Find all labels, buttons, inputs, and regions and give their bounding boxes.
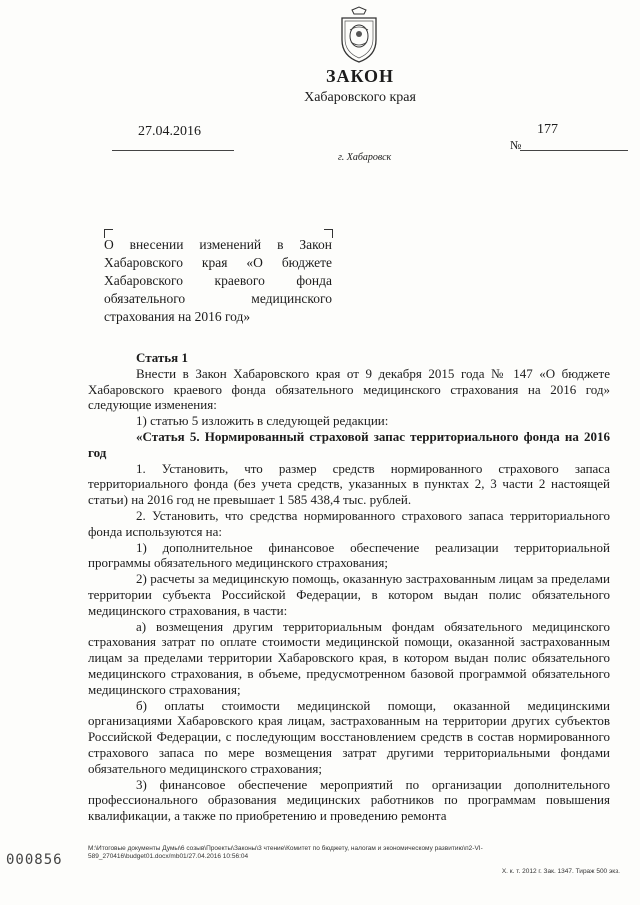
law-number: 177 [537,122,558,137]
article-title: Статья 1 [136,350,188,365]
body-paragraph: Внести в Закон Хабаровского края от 9 декабря 2015 года № 147 «О бюджете Хабаровского краевого фонда обязательного медицинского страхования на 2016 год» следующие изменения: [88,365,610,413]
body-paragraph: 2. Установить, что средства нормированного страхового запаса территориального фонда используются на: [88,507,610,539]
law-subject: О внесении изменений в Закон Хабаровского края «О бюджете Хабаровского краевого фонда обязательного медицинского страхования на 2016 год» [104,237,332,324]
file-path-line: 589_270416\budget01.docx/mb01/27.04.2016 10:56:04 [88,853,249,860]
print-info: Х. к. т. 2012 г. Зак. 1347. Тираж 500 экз. [501,868,620,875]
body-paragraph: а) возмещения другим территориальным фондам обязательного медицинского страхования затрат по оплате стоимости медицинской помощи, оказанной застрахованным лицам за пределами территории Хабаровского края, в котором выдан полис обязательного медицинского страхования, в объеме, предусмотренном базовой программой обязательного медицинского страхования; [88,618,610,697]
law-title: ЗАКОН [325,66,395,86]
body-paragraph: 3) финансовое обеспечение мероприятий по организации дополнительного профессионального образования медицинских работников по программам повышения квалификации, а также по приобретению и проведению ремонта [88,776,610,824]
body-paragraph: б) оплаты стоимости медицинской помощи, оказанной медицинскими организациями Хабаровского края лицам, застрахованным на территории других субъектов Российской Федерации, с последующим восстановлением средств в состав нормированного страхового запаса по мере возмещения затрат другими территориальными фондами обязательного медицинского страхования; [88,697,610,776]
city-label: г. Хабаровск [338,152,392,163]
number-underline [520,150,628,151]
coat-of-arms-icon [336,6,382,64]
file-path-line: М:\Итоговые документы Думы\6 созыв\Проекты\Законы\3 чтение\Комитет по бюджету, налогам и экономическому развитию\п2-VI- [88,845,483,852]
article-5-title: «Статья 5. Нормированный страховой запас территориального фонда на 2016 год [88,428,610,460]
law-body [88,350,610,824]
body-paragraph: 2) расчеты за медицинскую помощь, оказанную застрахованным лицам за пределами территории субъекта Российской Федерации, в котором выдан полис обязательного медицинского страхования, в части: [88,571,610,618]
law-region: Хабаровского края [304,90,416,105]
number-label: № [510,138,522,152]
page-stamp: 000856 [6,852,63,868]
body-paragraph: 1. Установить, что размер средств нормированного страхового запаса территориального фонда (без учета средств, указанных в пунктах 2, 3 части 2 настоящей статьи) на 2016 год не превышает 1 585 438,4 тыс. рублей. [88,460,610,508]
body-paragraph: 1) дополнительное финансовое обеспечение реализации территориальной программы обязательного медицинского страхования; [88,539,610,571]
body-paragraph: 1) статью 5 изложить в следующей редакции: [136,413,389,429]
law-date: 27.04.2016 [138,124,201,139]
date-underline [112,150,234,151]
file-path-footer [88,845,608,861]
